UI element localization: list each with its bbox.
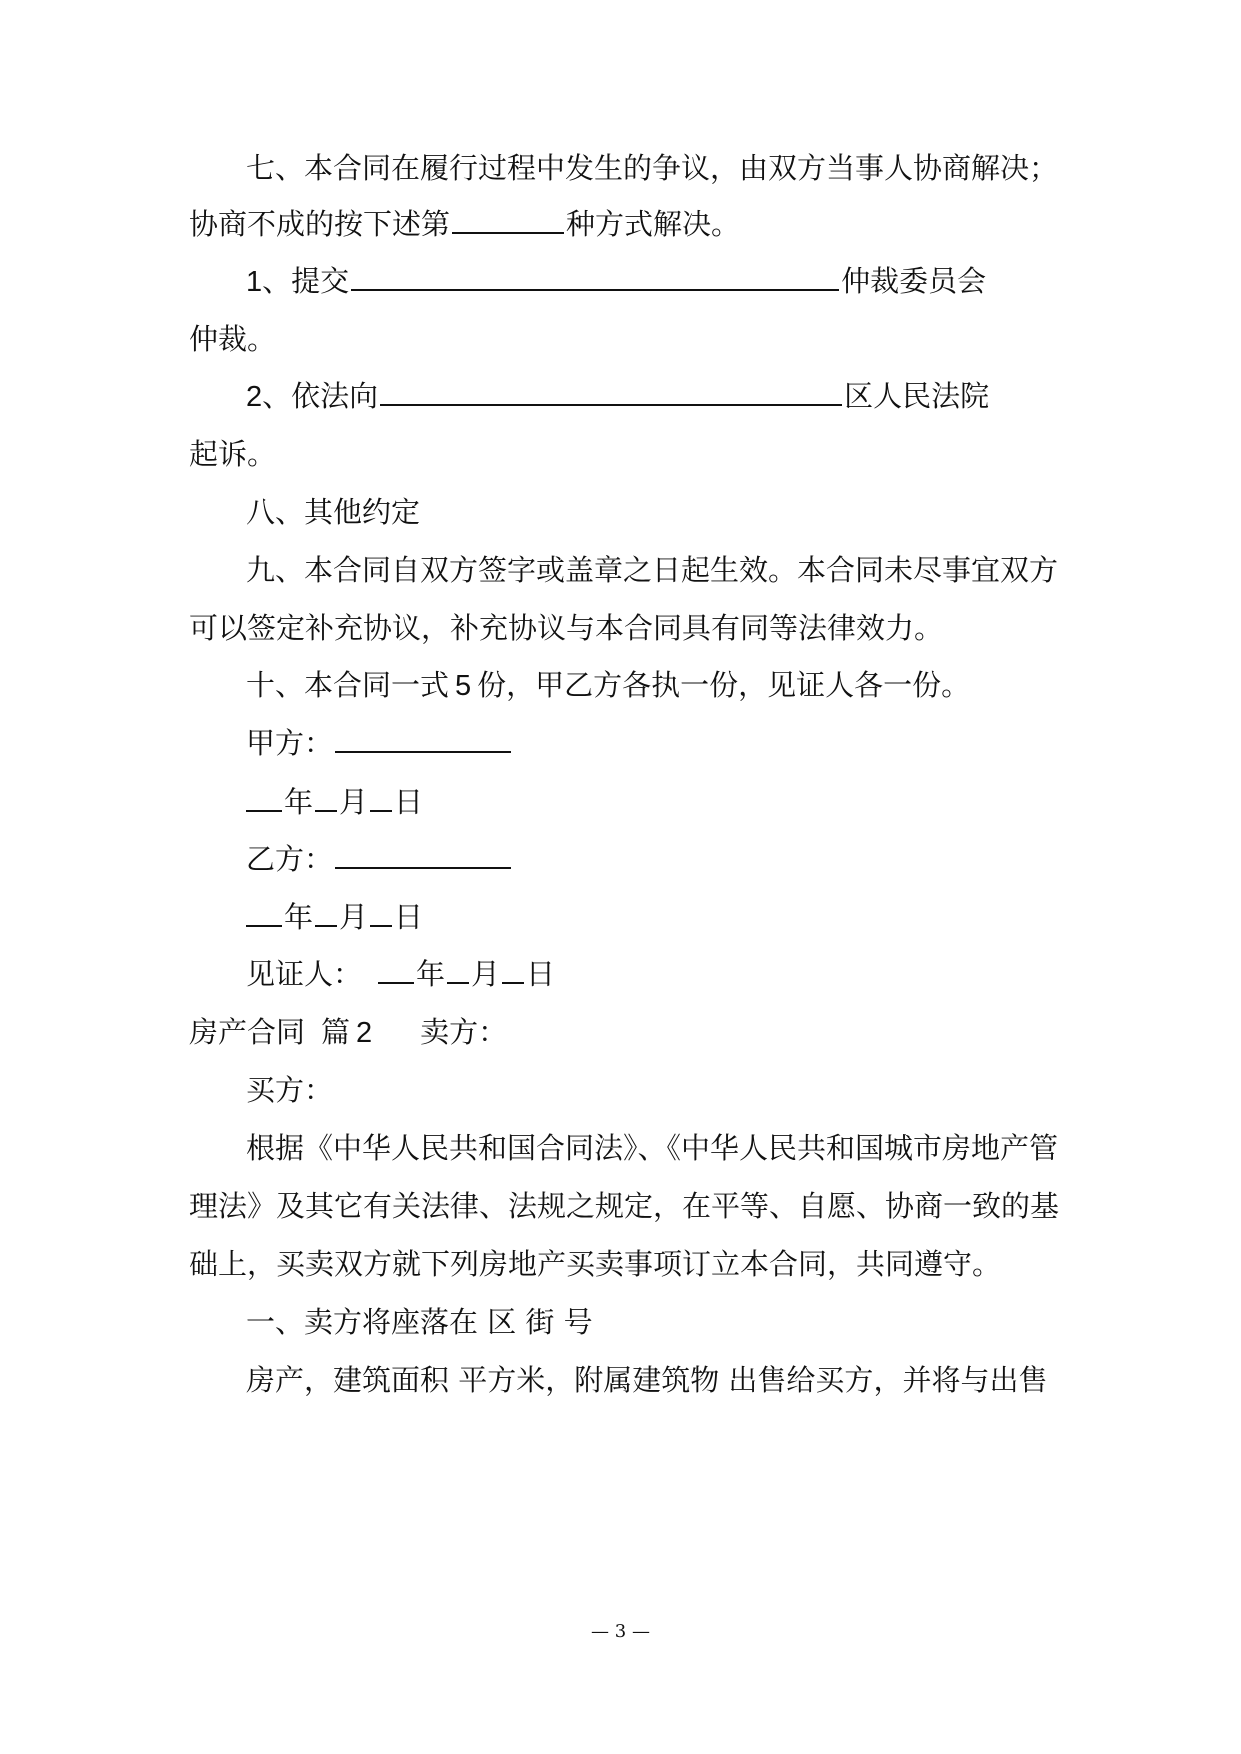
party-a-year-blank (246, 786, 282, 812)
option-1-text-a: 、提交 (262, 264, 350, 298)
party-a-day-blank (370, 786, 392, 812)
party-b-month-blank (315, 901, 337, 927)
witness-month-label: 月 (471, 957, 501, 991)
article-1-line-2: 房产，建筑面积 平方米，附属建筑物 出售给买方，并将与出售 (246, 1363, 1048, 1397)
option-1-number: 1 (246, 266, 263, 298)
preamble-line-3: 础上，买卖双方就下列房地产买卖事项订立本合同，共同遵守。 (189, 1247, 1002, 1281)
option-2-line-2: 起诉。 (189, 437, 277, 471)
court-district-blank (380, 380, 842, 406)
page-number: — 3 — (591, 1621, 650, 1642)
clause-7-line-1: 七、本合同在履行过程中发生的争议，由双方当事人协商解决； (246, 151, 1059, 185)
option-2-text-b: 区人民法院 (844, 379, 990, 413)
witness-year-blank (378, 958, 414, 984)
seller-label: 卖方： (420, 1015, 508, 1049)
option-1-line-2: 仲裁。 (189, 322, 277, 356)
option-1-line (246, 261, 986, 301)
clause-9-line-2: 可以签定补充协议，补充协议与本合同具有同等法律效力。 (189, 611, 944, 645)
party-b-day-label: 日 (394, 900, 424, 934)
copies-number: 5 (455, 670, 472, 702)
clause-8: 八、其他约定 (246, 495, 421, 529)
section-label: 篇 (321, 1015, 351, 1049)
party-a-signature-blank (335, 727, 511, 753)
contract-title: 房产合同 (189, 1015, 306, 1049)
clause-7-text-b: 种方式解决。 (566, 207, 741, 241)
party-b-year-label: 年 (284, 900, 314, 934)
preamble-line-1: 根据《中华人民共和国合同法》、《中华人民共和国城市房地产管 (246, 1131, 1059, 1165)
party-a-day-label: 日 (394, 785, 424, 819)
witness-line (246, 954, 555, 994)
arbitration-committee-blank (351, 265, 839, 291)
option-1-text-b: 仲裁委员会 (841, 264, 987, 298)
witness-day-blank (502, 958, 524, 984)
party-a-month-label: 月 (339, 785, 369, 819)
witness-year-label: 年 (416, 957, 446, 991)
witness-month-blank (447, 958, 469, 984)
option-2-text-a: 、依法向 (262, 379, 379, 413)
clause-7-text-a: 协商不成的按下述第 (189, 207, 451, 241)
option-2-number: 2 (246, 381, 263, 413)
witness-day-label: 日 (526, 957, 556, 991)
party-a-line (246, 723, 513, 763)
clause-7-line-2 (189, 204, 740, 244)
party-b-month-label: 月 (339, 900, 369, 934)
party-b-line (246, 839, 513, 879)
party-b-day-blank (370, 901, 392, 927)
clause-9-line-1: 九、本合同自双方签字或盖章之日起生效。本合同未尽事宜双方 (246, 553, 1059, 587)
party-b-label: 乙方： (246, 842, 334, 876)
section-number: 2 (356, 1017, 373, 1049)
buyer-label: 买方： (246, 1073, 334, 1107)
section-heading-line (189, 1012, 507, 1052)
party-a-label: 甲方： (246, 726, 334, 760)
preamble-line-2: 理法》及其它有关法律、法规之规定，在平等、自愿、协商一致的基 (189, 1189, 1060, 1223)
party-a-month-blank (315, 786, 337, 812)
clause-10-text-b: 份，甲乙方各执一份，见证人各一份。 (477, 668, 971, 702)
party-a-date-line (246, 782, 423, 822)
clause-10 (246, 665, 970, 705)
article-1-line-1: 一、卖方将座落在 区 街 号 (246, 1305, 593, 1339)
party-a-year-label: 年 (284, 785, 314, 819)
witness-label: 见证人： (246, 957, 363, 991)
party-b-signature-blank (335, 843, 511, 869)
party-b-date-line (246, 897, 423, 937)
party-b-year-blank (246, 901, 282, 927)
option-2-line (246, 376, 989, 416)
method-number-blank (452, 208, 564, 234)
clause-10-text-a: 十、本合同一式 (246, 668, 450, 702)
